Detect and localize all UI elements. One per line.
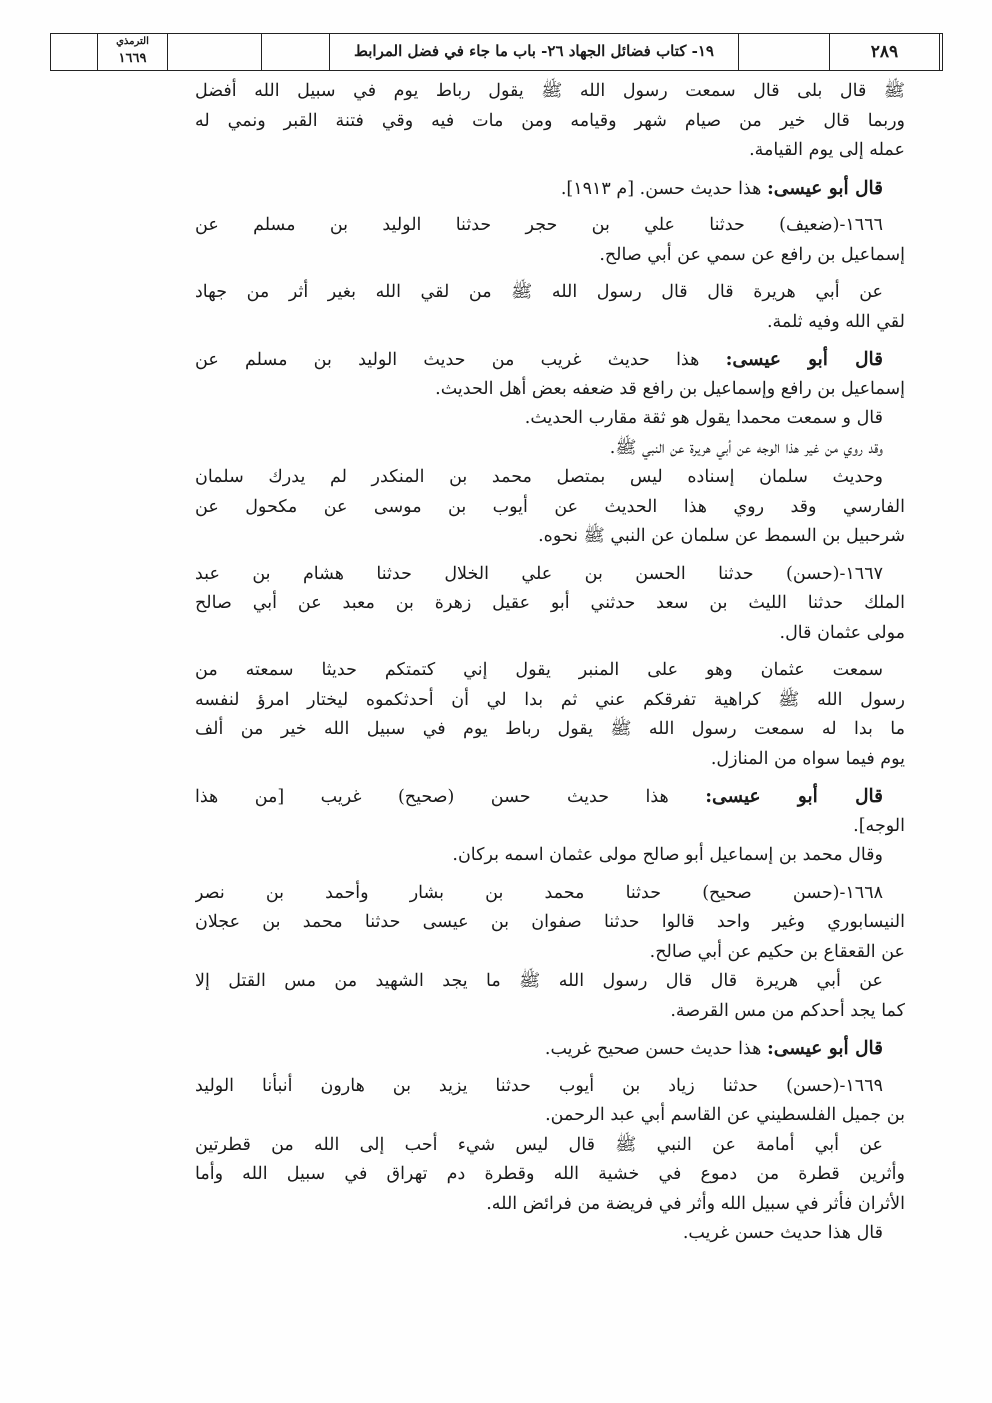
speaker-label: قال أبو عيسى:: [705, 786, 883, 807]
text-line: ١٦٦٧-(حسن) حدثنا الحسن بن علي الخلال حدثنا هشام بن عبد: [195, 563, 883, 584]
paragraph-gap: [195, 871, 905, 879]
paragraph-gap: [195, 1064, 905, 1072]
text-line: الوجه].: [853, 815, 905, 836]
text-line: النيسابوري وغير واحد قالوا حدثنا صفوان بن عيسى حدثنا محمد بن عجلان: [195, 912, 905, 932]
header-page-cell: [830, 34, 940, 70]
speaker-label: قال أبو عيسى:: [766, 177, 883, 199]
paragraph-gap: [195, 1026, 905, 1034]
text-line: مولى عثمان قال.: [779, 622, 905, 643]
text-line: قال و سمعت محمدا يقول هو ثقة مقارب الحديث.: [524, 408, 883, 428]
text-line: شرحبيل بن السمط عن سلمان عن النبي ﷺ نحوه.: [538, 526, 905, 546]
header-cell-empty: [739, 34, 830, 70]
text-line: إسماعيل بن رافع عن سمي عن أبي صالح.: [599, 244, 905, 265]
text-line: قال أبو عيسى: هذا حديث حسن (صحيح) غريب [من هذا: [195, 786, 883, 807]
paragraph-gap: [195, 337, 905, 345]
text-line: عن أبي هريرة قال قال رسول الله ﷺ ما يجد الشهيد من مس القتل إلا: [195, 971, 883, 991]
header-source-number: ١٦٦٩: [118, 51, 147, 66]
text-line: لقي الله وفيه ثلمة.: [766, 311, 905, 332]
paragraph-gap: [195, 270, 905, 278]
text-line: يوم فيما سواه من المنازل.: [710, 748, 905, 769]
page-header: [50, 33, 943, 71]
paragraph-gap: [195, 203, 905, 211]
paragraph-gap: [195, 166, 905, 174]
paragraph-gap: [195, 648, 905, 656]
text-line: كما يجد أحدكم من مس القرصة.: [670, 1000, 905, 1021]
header-page-number: ٢٨٩: [870, 42, 899, 62]
text-line: ١٦٦٨-(حسن صحيح) حدثنا محمد بن بشار وأحمد بن نصر: [195, 882, 883, 903]
text-line: الملك حدثنا الليث بن سعد حدثني أبو عقيل زهرة بن معبد عن أبي صالح: [195, 593, 905, 613]
header-chapter-title: ١٩- كتاب فضائل الجهاد ٢٦- باب ما جاء في فضل المرابط: [354, 42, 714, 60]
text-line: ما بدا له سمعت رسول الله ﷺ يقول رباط يوم في سبيل الله خير من ألف: [195, 719, 905, 739]
text-line: سمعت عثمان وهو على المنبر يقول إني كتمتكم حديثا سمعته من: [195, 660, 883, 680]
text-line: الفارسي وقد روي هذا الحديث عن أيوب بن موسى عن مكحول عن: [195, 496, 905, 517]
main-text: [195, 77, 905, 1249]
speaker-label: قال أبو عيسى:: [725, 349, 883, 370]
text-line: عن أبي هريرة قال قال رسول الله ﷺ من لقي الله بغير أثر من جهاد: [195, 282, 883, 302]
text-line: قال أبو عيسى: هذا حديث حسن صحيح غريب.: [544, 1038, 883, 1059]
header-source-cell: [98, 34, 168, 70]
speaker-label: قال أبو عيسى:: [766, 1038, 883, 1059]
text-line: وحديث سلمان إسناده ليس بمتصل محمد بن المنكدر لم يدرك سلمان: [195, 467, 883, 487]
header-cell-empty: [262, 34, 330, 70]
text-line: قال أبو عيسى: هذا حديث حسن. [م ١٩١٣].: [560, 177, 883, 199]
text-line: وأثرين قطرة من دموع في خشية الله وقطرة دم تهراق في سبيل الله وأما: [195, 1164, 905, 1184]
text-line: وربما قال خير من صيام شهر وقيامه ومن مات فيه وقي فتنة القبر ونمي له: [195, 110, 905, 131]
text-line: وقال محمد بن إسماعيل أبو صالح مولى عثمان اسمه بركان.: [452, 845, 883, 865]
text-line: قال هذا حديث حسن غريب.: [682, 1223, 883, 1243]
text-line: رسول الله ﷺ كراهية تفرقكم عني ثم بدا لي أن أحدثكموه ليختار امرؤ لنفسه: [195, 689, 905, 710]
text-line: ﷺ قال بلى قال سمعت رسول الله ﷺ يقول رباط يوم في سبيل الله أفضل: [195, 81, 905, 101]
text-line: ١٦٦٩-(حسن) حدثنا زياد بن أيوب حدثنا يزيد بن هارون أنبأنا الوليد: [195, 1075, 883, 1096]
text-line: وقد روي من غير هذا الوجه عن أبي هريرة عن النبي ﷺ.: [609, 437, 883, 458]
paragraph-gap: [195, 774, 905, 782]
text-line: قال أبو عيسى: هذا حديث غريب من حديث الوليد بن مسلم عن: [195, 349, 883, 370]
header-chapter-cell: [330, 34, 739, 70]
text-line: بن جميل الفلسطيني عن القاسم أبي عبد الرحمن.: [545, 1105, 905, 1125]
text-line: إسماعيل بن رافع وإسماعيل بن رافع قد ضعفه بعض أهل الحديث.: [435, 378, 905, 399]
text-line: ١٦٦٦-(ضعيف) حدثنا علي بن حجر حدثنا الوليد بن مسلم عن: [195, 215, 883, 235]
text-line: عمله إلى يوم القيامة.: [749, 140, 905, 160]
header-cell-empty: [51, 34, 98, 70]
text-line: الأثران فأثر في سبيل الله وأثر في فريضة من فرائض الله.: [486, 1193, 905, 1214]
paragraph-gap: [195, 552, 905, 560]
header-cell-empty: [940, 34, 942, 70]
header-source-name: الترمذي: [116, 36, 149, 47]
text-line: عن القعقاع بن حكيم عن أبي صالح.: [649, 941, 905, 962]
header-cell-empty: [168, 34, 262, 70]
text-line: عن أبي أمامة عن النبي ﷺ قال ليس شيء أحب إلى الله من قطرتين: [195, 1134, 883, 1155]
